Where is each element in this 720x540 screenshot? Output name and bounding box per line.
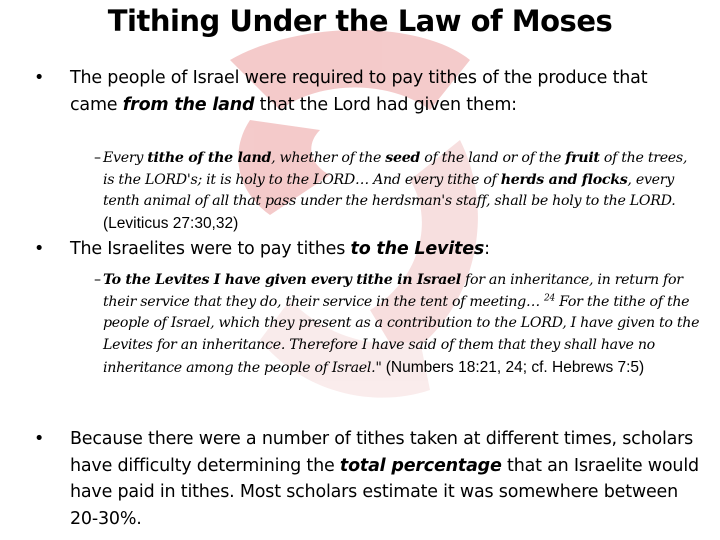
text-segment: of the trees, is the LORD's; it is holy to the LORD… And every tithe of [103, 150, 688, 188]
emphasis-text: total percentage [339, 455, 502, 476]
text-segment: Every [103, 150, 148, 166]
text-segment: 24 [544, 292, 555, 303]
slide-title: Tithing Under the Law of Moses [107, 4, 613, 38]
sub-dash: – [94, 272, 101, 288]
emphasis-text: from the land [122, 94, 255, 115]
emphasis-text: fruit [565, 150, 600, 166]
bullet-point [34, 426, 700, 532]
bullet-text [70, 236, 700, 263]
text-segment: of the land or of the [420, 150, 566, 166]
bullet-dot: • [34, 429, 45, 449]
sub-text [103, 270, 700, 380]
text-segment: that the Lord had given them: [254, 94, 517, 115]
emphasis-text: tithe of the land [147, 150, 272, 166]
text-segment: The people of Israel were required to pay tithes of the produce that came [70, 68, 648, 115]
text-segment: that an Israelite would have paid in tithes. Most scholars estimate it was somewhere between 20-30%. [70, 455, 699, 529]
sub-point-quote [94, 270, 700, 380]
bullet-dot: • [34, 239, 45, 259]
emphasis-text: herds and flocks [500, 171, 628, 188]
text-segment: The Israelites were to pay tithes [70, 239, 351, 259]
bullet-text [70, 426, 700, 532]
bullet-text [70, 65, 700, 118]
scripture-citation: (Numbers 18:21, 24; cf. Hebrews 7:5) [385, 358, 645, 376]
emphasis-text: to the Levites [350, 239, 485, 259]
sub-text [103, 148, 700, 236]
text-segment: : [484, 239, 490, 259]
sub-dash: – [94, 150, 101, 166]
text-segment: For the tithe of the people of Israel, which they present as a contribution to the LORD, I have given to the Levites for an inheritance. Therefore I have said of them that they shall have no inheritance among the people of Israel." [103, 293, 700, 376]
text-segment: , whether of the [271, 150, 386, 166]
bullet-dot: • [34, 68, 45, 88]
text-segment: Because there were a number of tithes taken at different times, scholars have difficulty determining the [70, 429, 694, 476]
emphasis-text: seed [385, 150, 421, 166]
text-segment: , every tenth animal of all that pass under the herdsman's staff, shall be holy to the LORD. [103, 171, 676, 210]
bullet-point [34, 65, 700, 118]
emphasis-text: To the Levites I have given every tithe in Israel [103, 272, 461, 288]
scripture-citation: (Leviticus 27:30,32) [103, 215, 239, 233]
bullet-point [34, 236, 700, 263]
sub-point-quote [94, 148, 700, 236]
text-segment: for an inheritance, in return for their service that they do, their service in the tent of meeting… [103, 272, 683, 310]
